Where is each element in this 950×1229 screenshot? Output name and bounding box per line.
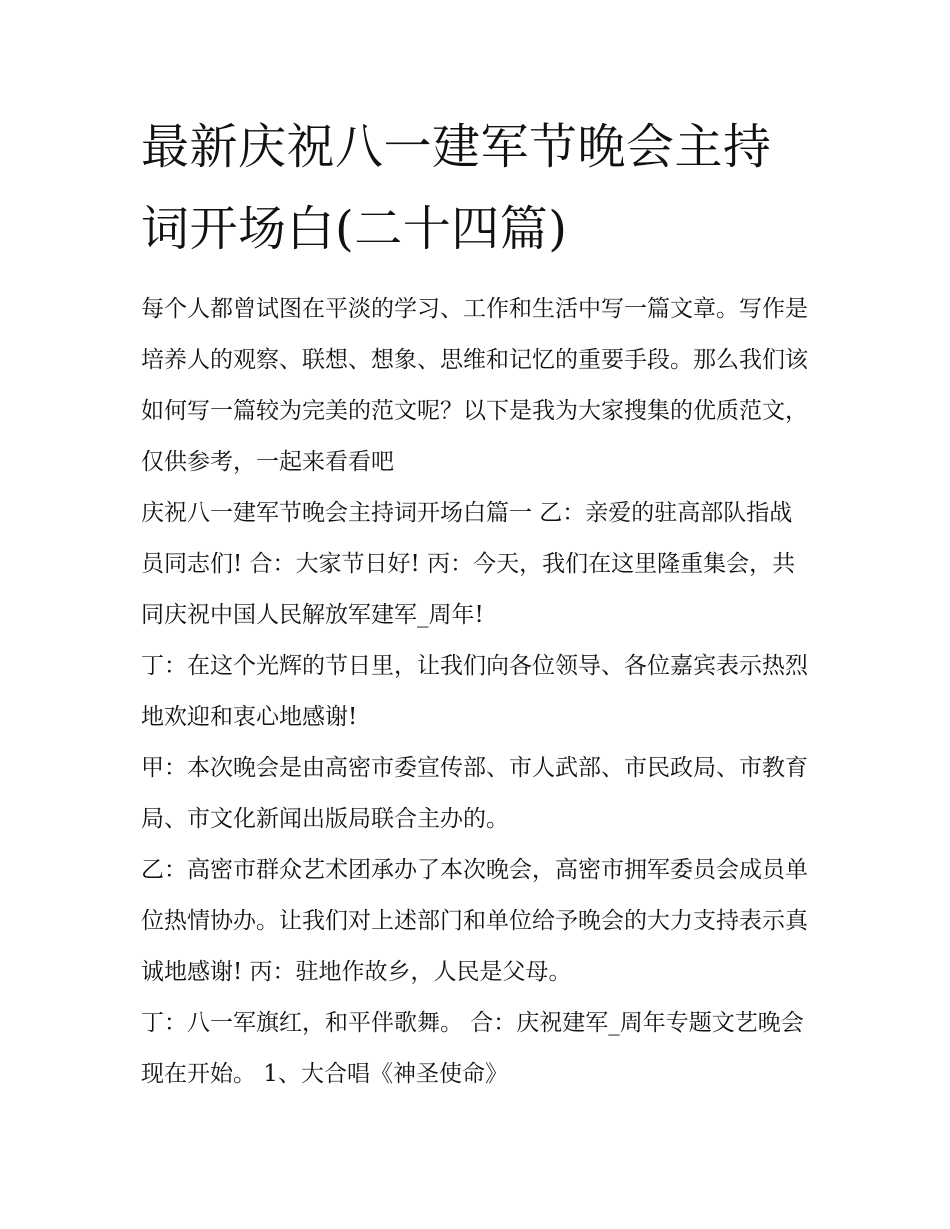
script-paragraph-thanks: 乙：高密市群众艺术团承办了本次晚会，高密市拥军委员会成员单位热情协办。让我们对上述部门和单位给予晚会的大力支持表示真诚地感谢! 丙：驻地作故乡，人民是父母。 (141, 857, 808, 985)
script-paragraph-organizers: 甲：本次晚会是由高密市委宣传部、市人武部、市民政局、市教育局、市文化新闻出版局联合主办的。 (141, 755, 808, 832)
document-body (141, 106, 813, 1100)
document-title: 最新庆祝八一建军节晚会主持词开场白(二十四篇) (141, 119, 772, 257)
script-paragraph-start: 丁：八一军旗红，和平伴歌舞。 合：庆祝建军_周年专题文艺晚会现在开始。 1、大合唱《神圣使命》 (141, 1010, 804, 1087)
script-paragraph-opening: 庆祝八一建军节晚会主持词开场白篇一 乙：亲爱的驻高部队指战员同志们! 合：大家节日好! 丙：今天，我们在这里隆重集会，共同庆祝中国人民解放军建军_周年! (141, 500, 796, 628)
script-paragraph-welcome: 丁：在这个光辉的节日里，让我们向各位领导、各位嘉宾表示热烈地欢迎和衷心地感谢! (141, 653, 808, 730)
intro-paragraph: 每个人都曾试图在平淡的学习、工作和生活中写一篇文章。写作是培养人的观察、联想、想象、思维和记忆的重要手段。那么我们该如何写一篇较为完美的范文呢？以下是我为大家搜集的优质范文，仅供参考，一起来看看吧 (141, 296, 808, 475)
